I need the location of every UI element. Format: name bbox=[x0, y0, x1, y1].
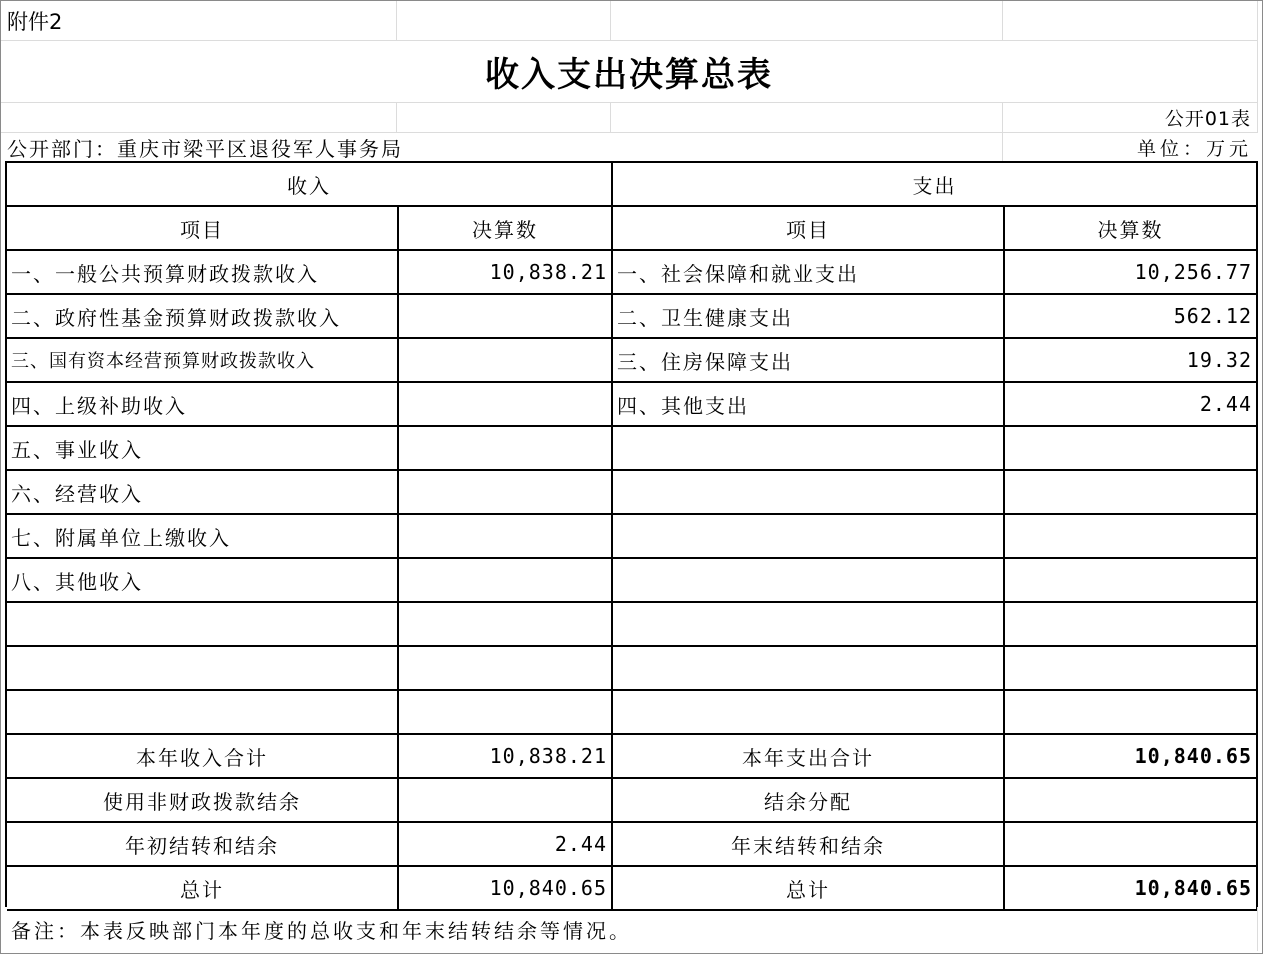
income-amount-cell bbox=[399, 383, 613, 427]
expense-amount-cell bbox=[1005, 647, 1258, 691]
income-item-cell: 一、一般公共预算财政拨款收入 bbox=[7, 251, 399, 295]
income-item-cell: 七、附属单位上缴收入 bbox=[7, 515, 399, 559]
summary-expense-item: 结余分配 bbox=[613, 779, 1005, 823]
income-item-cell: 六、经营收入 bbox=[7, 471, 399, 515]
summary-income-amount: 10,840.65 bbox=[399, 867, 613, 911]
expense-amount-header: 决算数 bbox=[1005, 207, 1258, 251]
summary-expense-amount bbox=[1005, 823, 1258, 867]
summary-income-item: 使用非财政拨款结余 bbox=[7, 779, 399, 823]
income-amount-cell bbox=[399, 515, 613, 559]
page-title: 收入支出决算总表 bbox=[1, 41, 1258, 103]
expense-item-cell bbox=[613, 559, 1005, 603]
income-amount-cell bbox=[399, 559, 613, 603]
income-amount-cell bbox=[399, 603, 613, 647]
summary-income-amount bbox=[399, 779, 613, 823]
income-amount-cell bbox=[399, 647, 613, 691]
income-item-header: 项目 bbox=[7, 207, 399, 251]
summary-income-item: 年初结转和结余 bbox=[7, 823, 399, 867]
income-item-cell: 五、事业收入 bbox=[7, 427, 399, 471]
expense-item-cell bbox=[613, 691, 1005, 735]
note: 备注：本表反映部门本年度的总收支和年末结转结余等情况。 bbox=[5, 907, 1258, 951]
attachment-row bbox=[1, 1, 1262, 41]
expense-item-cell bbox=[613, 471, 1005, 515]
summary-income-item: 总计 bbox=[7, 867, 399, 911]
income-amount-cell bbox=[399, 691, 613, 735]
expense-item-cell: 四、其他支出 bbox=[613, 383, 1005, 427]
expense-item-cell bbox=[613, 647, 1005, 691]
expense-amount-cell bbox=[1005, 603, 1258, 647]
income-amount-cell bbox=[399, 295, 613, 339]
summary-income-amount: 2.44 bbox=[399, 823, 613, 867]
summary-expense-amount: 10,840.65 bbox=[1005, 867, 1258, 911]
income-item-cell bbox=[7, 647, 399, 691]
expense-amount-cell bbox=[1005, 515, 1258, 559]
income-item-cell bbox=[7, 691, 399, 735]
expense-item-cell bbox=[613, 603, 1005, 647]
expense-item-cell bbox=[613, 515, 1005, 559]
expense-amount-cell: 562.12 bbox=[1005, 295, 1258, 339]
table-code: 公开01表 bbox=[1003, 103, 1258, 133]
income-item-cell bbox=[7, 603, 399, 647]
expense-amount-cell bbox=[1005, 427, 1258, 471]
summary-expense-item: 本年支出合计 bbox=[613, 735, 1005, 779]
expense-item-cell: 一、社会保障和就业支出 bbox=[613, 251, 1005, 295]
summary-income-item: 本年收入合计 bbox=[7, 735, 399, 779]
expense-amount-cell bbox=[1005, 471, 1258, 515]
department-label: 公开部门：重庆市梁平区退役军人事务局 bbox=[7, 136, 403, 161]
income-item-cell: 八、其他收入 bbox=[7, 559, 399, 603]
income-amount-cell bbox=[399, 471, 613, 515]
expense-amount-cell: 19.32 bbox=[1005, 339, 1258, 383]
summary-income-amount: 10,838.21 bbox=[399, 735, 613, 779]
summary-expense-amount bbox=[1005, 779, 1258, 823]
income-amount-header: 决算数 bbox=[399, 207, 613, 251]
income-amount-cell bbox=[399, 427, 613, 471]
department-row bbox=[1, 133, 1262, 161]
table-code-row bbox=[1, 103, 1262, 133]
income-amount-cell: 10,838.21 bbox=[399, 251, 613, 295]
summary-expense-item: 年末结转和结余 bbox=[613, 823, 1005, 867]
expense-header: 支出 bbox=[613, 163, 1258, 207]
expense-item-cell: 二、卫生健康支出 bbox=[613, 295, 1005, 339]
title-row bbox=[1, 41, 1262, 103]
expense-amount-cell: 10,256.77 bbox=[1005, 251, 1258, 295]
income-item-cell: 二、政府性基金预算财政拨款收入 bbox=[7, 295, 399, 339]
income-item-cell: 四、上级补助收入 bbox=[7, 383, 399, 427]
expense-item-cell: 三、住房保障支出 bbox=[613, 339, 1005, 383]
expense-amount-cell: 2.44 bbox=[1005, 383, 1258, 427]
income-header: 收入 bbox=[7, 163, 613, 207]
unit-label: 单位：万元 bbox=[1136, 137, 1252, 160]
expense-item-header: 项目 bbox=[613, 207, 1005, 251]
income-amount-cell bbox=[399, 339, 613, 383]
summary-expense-amount: 10,840.65 bbox=[1005, 735, 1258, 779]
expense-item-cell bbox=[613, 427, 1005, 471]
income-item-cell: 三、国有资本经营预算财政拨款收入 bbox=[7, 339, 399, 383]
main-table bbox=[5, 161, 1258, 907]
expense-amount-cell bbox=[1005, 559, 1258, 603]
expense-amount-cell bbox=[1005, 691, 1258, 735]
attachment-label: 附件2 bbox=[1, 1, 397, 41]
summary-expense-item: 总计 bbox=[613, 867, 1005, 911]
